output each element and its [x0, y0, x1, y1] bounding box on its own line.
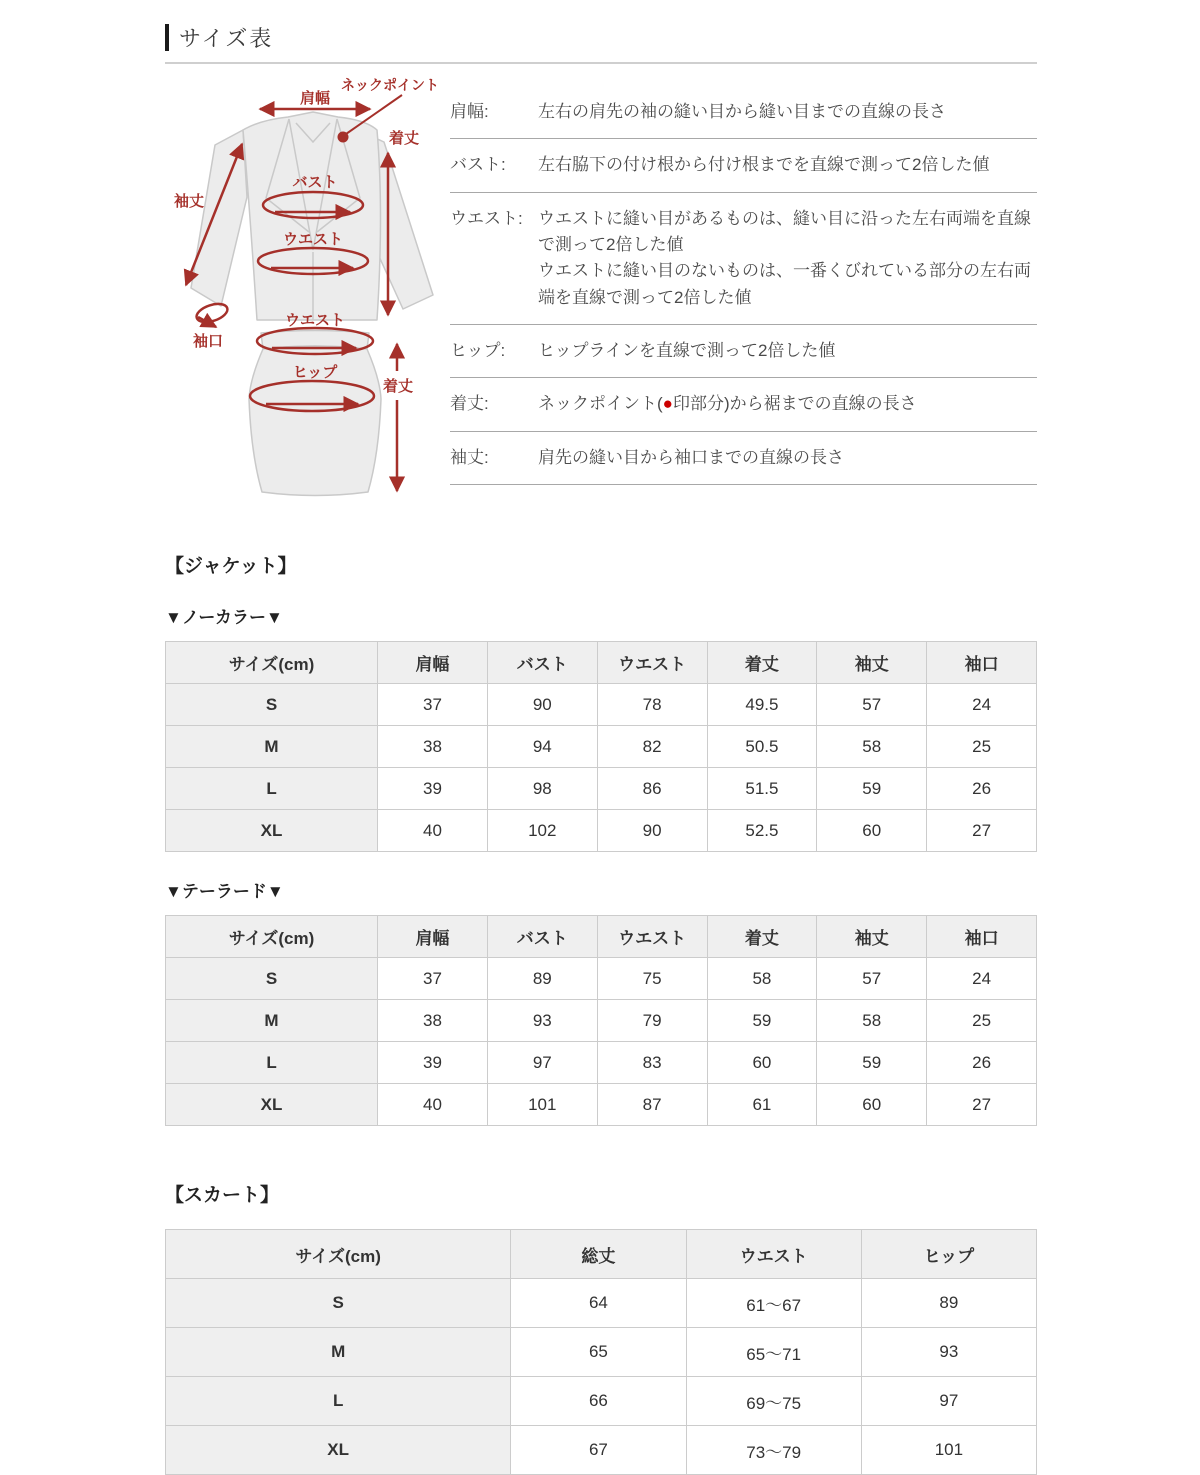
measurement-definitions	[450, 64, 1037, 485]
size-label: L	[166, 1377, 511, 1426]
definition-text	[538, 152, 1035, 178]
garment-measurement-diagram	[165, 64, 450, 507]
page-title: サイズ表	[179, 26, 274, 51]
table-row	[166, 1042, 1037, 1084]
definition-term: 着丈:	[450, 394, 489, 414]
measurement-cell: 97	[861, 1377, 1036, 1426]
definition-line: ウエストに縫い目があるものは、縫い目に沿った左右両端を直線で測って2倍した値	[538, 208, 1031, 255]
size-label: S	[166, 1279, 511, 1328]
measurement-cell: 65～71	[686, 1328, 861, 1377]
jacket-section-heading: 【ジャケット】	[165, 556, 297, 577]
measurement-cell: 60	[817, 1084, 927, 1126]
column-header: サイズ(cm)	[166, 916, 378, 958]
diagram-label-skirt-waist: ウエスト	[284, 312, 346, 329]
measurement-cell: 79	[597, 1000, 707, 1042]
column-header: ウエスト	[597, 642, 707, 684]
diagram-label-hip: ヒップ	[292, 364, 338, 381]
definition-text	[538, 391, 1035, 417]
definition-line: 左右の肩先の袖の縫い目から縫い目までの直線の長さ	[538, 102, 946, 121]
measurement-cell: 58	[707, 958, 817, 1000]
size-label: XL	[166, 1426, 511, 1475]
size-label: XL	[166, 1084, 378, 1126]
definition-line: 肩先の縫い目から袖口までの直線の長さ	[538, 447, 844, 467]
measurement-cell: 51.5	[707, 768, 817, 810]
measurement-cell: 93	[487, 1000, 597, 1042]
size-label: L	[166, 768, 378, 810]
measurement-cell: 66	[511, 1377, 686, 1426]
measurement-cell: 26	[927, 768, 1037, 810]
measurement-cell: 59	[817, 768, 927, 810]
column-header: ウエスト	[686, 1230, 861, 1279]
column-header: 着丈	[707, 916, 817, 958]
measuring-guide	[165, 64, 1037, 507]
measurement-cell: 89	[487, 958, 597, 1000]
column-header: サイズ(cm)	[166, 1230, 511, 1279]
measurement-cell: 25	[927, 1000, 1037, 1042]
diagram-label-shoulder-width: 肩幅	[299, 90, 331, 107]
measurement-cell: 60	[707, 1042, 817, 1084]
measurement-cell: 101	[487, 1084, 597, 1126]
size-label: S	[166, 958, 378, 1000]
measurement-cell: 67	[511, 1426, 686, 1475]
definition-term: 袖丈:	[450, 447, 489, 467]
definition-text	[538, 445, 1035, 471]
definition-text	[538, 338, 1035, 364]
table-row	[166, 768, 1037, 810]
table-row	[166, 726, 1037, 768]
measurement-cell: 40	[378, 1084, 488, 1126]
definition-item	[450, 325, 1037, 378]
measurement-cell: 75	[597, 958, 707, 1000]
measurement-cell: 61～67	[686, 1279, 861, 1328]
measurement-cell: 93	[861, 1328, 1036, 1377]
measurement-cell: 97	[487, 1042, 597, 1084]
definition-line: ウエストに縫い目のないものは、一番くびれている部分の左右両端を直線で測って2倍した値	[538, 261, 1031, 307]
size-chart-page	[165, 0, 1037, 1475]
measurement-cell: 52.5	[707, 810, 817, 852]
definition-item	[450, 86, 1037, 139]
column-header: 肩幅	[378, 916, 488, 958]
definition-line: ヒップラインを直線で測って2倍した値	[538, 341, 836, 361]
column-header: 袖口	[927, 916, 1037, 958]
measurement-cell: 40	[378, 810, 488, 852]
column-header: ウエスト	[597, 916, 707, 958]
column-header: 袖丈	[817, 916, 927, 958]
size-label: XL	[166, 810, 378, 852]
measurement-cell: 37	[378, 684, 488, 726]
column-header: 総丈	[511, 1230, 686, 1279]
neck-point-marker	[338, 132, 349, 143]
measurement-cell: 64	[511, 1279, 686, 1328]
neck-point-dot: ●	[662, 394, 673, 414]
definition-term: 肩幅:	[450, 102, 489, 121]
measurement-cell: 61	[707, 1084, 817, 1126]
nocollar-size-table	[165, 641, 1037, 852]
measurement-cell: 98	[487, 768, 597, 810]
measurement-cell: 38	[378, 1000, 488, 1042]
diagram-label-sleeve-length: 袖丈	[173, 193, 205, 210]
measurement-cell: 24	[927, 958, 1037, 1000]
skirt-size-table	[165, 1229, 1037, 1475]
measurement-cell: 26	[927, 1042, 1037, 1084]
measurement-cell: 39	[378, 768, 488, 810]
measurement-cell: 94	[487, 726, 597, 768]
column-header: バスト	[487, 916, 597, 958]
column-header: 袖口	[927, 642, 1037, 684]
measurement-cell: 49.5	[707, 684, 817, 726]
table-row	[166, 1000, 1037, 1042]
measurement-cell: 58	[817, 726, 927, 768]
tailored-subtitle: ▼テーラード▼	[165, 882, 284, 901]
measurement-cell: 57	[817, 684, 927, 726]
table-row	[166, 958, 1037, 1000]
measurement-cell: 102	[487, 810, 597, 852]
measurement-cell: 58	[817, 1000, 927, 1042]
column-header: サイズ(cm)	[166, 642, 378, 684]
page-header	[165, 22, 1037, 53]
measurement-cell: 24	[927, 684, 1037, 726]
tailored-size-table	[165, 915, 1037, 1126]
definition-item	[450, 193, 1037, 325]
measurement-cell: 73～79	[686, 1426, 861, 1475]
definition-term: ウエスト:	[450, 208, 523, 228]
measurement-cell: 38	[378, 726, 488, 768]
column-header: バスト	[487, 642, 597, 684]
measurement-cell: 101	[861, 1426, 1036, 1475]
definition-line: 左右脇下の付け根から付け根までを直線で測って2倍した値	[538, 155, 990, 175]
diagram-label-jacket-waist: ウエスト	[282, 231, 344, 248]
size-label: L	[166, 1042, 378, 1084]
definition-text	[538, 206, 1035, 311]
definition-item	[450, 432, 1037, 485]
table-row	[166, 1084, 1037, 1126]
measurement-cell: 65	[511, 1328, 686, 1377]
size-label: M	[166, 1000, 378, 1042]
measurement-cell: 78	[597, 684, 707, 726]
header-row	[166, 642, 1037, 684]
measurement-cell: 90	[487, 684, 597, 726]
skirt-section-heading: 【スカート】	[165, 1185, 280, 1206]
column-header: 肩幅	[378, 642, 488, 684]
definition-term: ヒップ:	[450, 341, 506, 361]
measurement-cell: 57	[817, 958, 927, 1000]
size-label: S	[166, 684, 378, 726]
measurement-cell: 69～75	[686, 1377, 861, 1426]
measurement-cell: 50.5	[707, 726, 817, 768]
measurement-cell: 27	[927, 1084, 1037, 1126]
measurement-cell: 27	[927, 810, 1037, 852]
table-row	[166, 1426, 1037, 1475]
measurement-cell: 87	[597, 1084, 707, 1126]
definition-item	[450, 378, 1037, 431]
measurement-cell: 37	[378, 958, 488, 1000]
measurement-cell: 25	[927, 726, 1037, 768]
measurement-cell: 83	[597, 1042, 707, 1084]
definition-text	[538, 99, 1035, 125]
table-row	[166, 1279, 1037, 1328]
header-row	[166, 916, 1037, 958]
diagram-label-bust: バスト	[292, 174, 338, 191]
size-label: M	[166, 726, 378, 768]
table-row	[166, 1377, 1037, 1426]
column-header: 袖丈	[817, 642, 927, 684]
title-accent-bar	[165, 24, 169, 51]
measurement-cell: 82	[597, 726, 707, 768]
diagram-label-jacket-length: 着丈	[388, 130, 420, 147]
diagram-label-cuff: 袖口	[192, 333, 224, 350]
header-row	[166, 1230, 1037, 1279]
table-row	[166, 684, 1037, 726]
diagram-label-skirt-length: 着丈	[382, 378, 414, 395]
measurement-cell: 89	[861, 1279, 1036, 1328]
definition-term: バスト:	[450, 155, 506, 175]
column-header: 着丈	[707, 642, 817, 684]
diagram-label-neck-point: ネックポイント	[341, 77, 439, 93]
measurement-cell: 39	[378, 1042, 488, 1084]
size-label: M	[166, 1328, 511, 1377]
nocollar-subtitle: ▼ノーカラー▼	[165, 608, 283, 627]
measurement-cell: 90	[597, 810, 707, 852]
measurement-cell: 59	[817, 1042, 927, 1084]
table-row	[166, 810, 1037, 852]
table-row	[166, 1328, 1037, 1377]
column-header: ヒップ	[861, 1230, 1036, 1279]
definition-item	[450, 139, 1037, 192]
measurement-cell: 59	[707, 1000, 817, 1042]
measurement-cell: 60	[817, 810, 927, 852]
definition-line: ネックポイント(●印部分)から裾までの直線の長さ	[538, 394, 917, 414]
measurement-cell: 86	[597, 768, 707, 810]
